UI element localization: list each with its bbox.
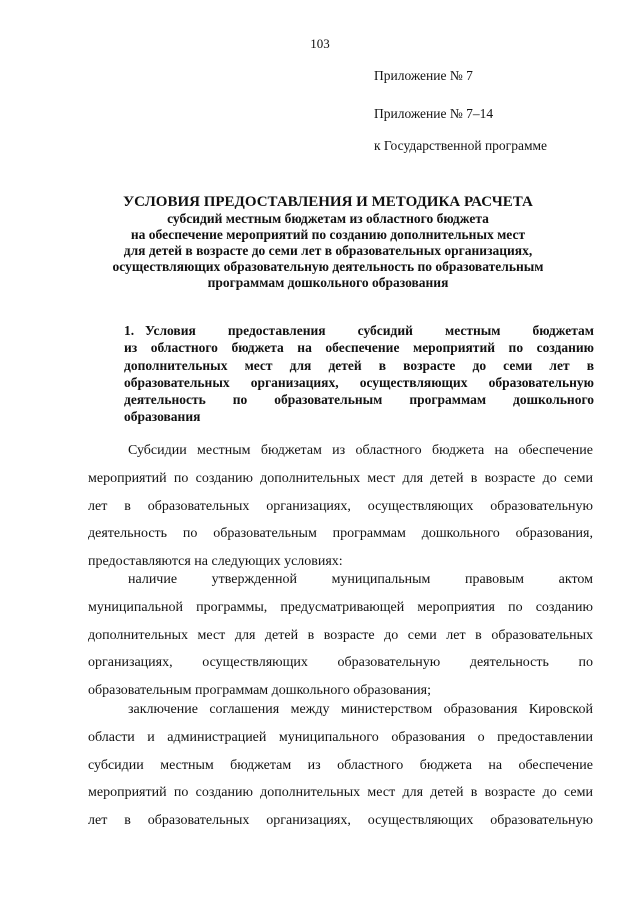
paragraph-line: предоставляются на следующих условиях: <box>88 554 343 570</box>
section-heading-line: Условия предоставления субсидий местным бюджетам <box>145 323 594 338</box>
document-title <box>88 193 568 291</box>
title-main: УСЛОВИЯ ПРЕДОСТАВЛЕНИЯ И МЕТОДИКА РАСЧЕТА <box>123 194 533 210</box>
paragraph-line: лет в образовательных организациях, осуществляющих образовательную <box>88 813 593 829</box>
paragraph-line: деятельность по образовательным программам дошкольного образования, <box>88 526 593 542</box>
paragraph-line: мероприятий по созданию дополнительных мест для детей в возрасте до семи <box>88 470 593 486</box>
paragraph-3 <box>88 696 593 835</box>
paragraph-line: мероприятий по созданию дополнительных мест для детей в возрасте до семи <box>88 785 593 801</box>
paragraph-line: дополнительных мест для детей в возрасте до семи лет в образовательных <box>88 627 593 643</box>
title-line: программам дошкольного образования <box>207 275 449 290</box>
page-number: 103 <box>310 36 330 51</box>
title-line: для детей в возрасте до семи лет в образовательных организациях, <box>123 243 533 258</box>
paragraph-line: наличие утвержденной муниципальным правовым актом <box>128 572 593 587</box>
paragraph-line: муниципальной программы, предусматривающей мероприятия по созданию <box>88 599 593 615</box>
section-heading-line: образования <box>124 409 201 425</box>
paragraph-line: Субсидии местным бюджетам из областного бюджета на обеспечение <box>128 443 593 458</box>
title-line: на обеспечение мероприятий по созданию дополнительных мест <box>130 227 526 242</box>
annex-label-3: к Государственной программе <box>374 138 548 153</box>
paragraph-line: лет в образовательных организациях, осуществляющих образовательную <box>88 498 593 514</box>
paragraph-line: организациях, осуществляющих образовательную деятельность по <box>88 655 593 671</box>
section-heading-line: деятельность по образовательным программам дошкольного <box>124 392 594 408</box>
annex-label-2: Приложение № 7–14 <box>374 106 494 121</box>
section-number: 1. <box>124 323 135 338</box>
section-heading-line: из областного бюджета на обеспечение мероприятий по созданию <box>124 340 594 356</box>
paragraph-line: области и администрацией муниципального образования о предоставлении <box>88 729 593 745</box>
section-heading-1 <box>124 322 594 426</box>
paragraph-2 <box>88 566 593 705</box>
annex-label-1: Приложение № 7 <box>374 68 473 83</box>
section-heading-line: дополнительных мест для детей в возрасте до семи лет в <box>124 357 594 373</box>
paragraph-1 <box>88 437 593 576</box>
section-heading-line: образовательных организациях, осуществляющих образовательную <box>124 374 594 390</box>
paragraph-line: субсидии местным бюджетам из областного бюджета на обеспечение <box>88 757 593 773</box>
paragraph-line: заключение соглашения между министерством образования Кировской <box>128 702 593 717</box>
paragraph-line: образовательным программам дошкольного образования; <box>88 683 431 699</box>
title-line: осуществляющих образовательную деятельность по образовательным <box>112 259 544 274</box>
title-line: субсидий местным бюджетам из областного бюджета <box>167 211 489 226</box>
